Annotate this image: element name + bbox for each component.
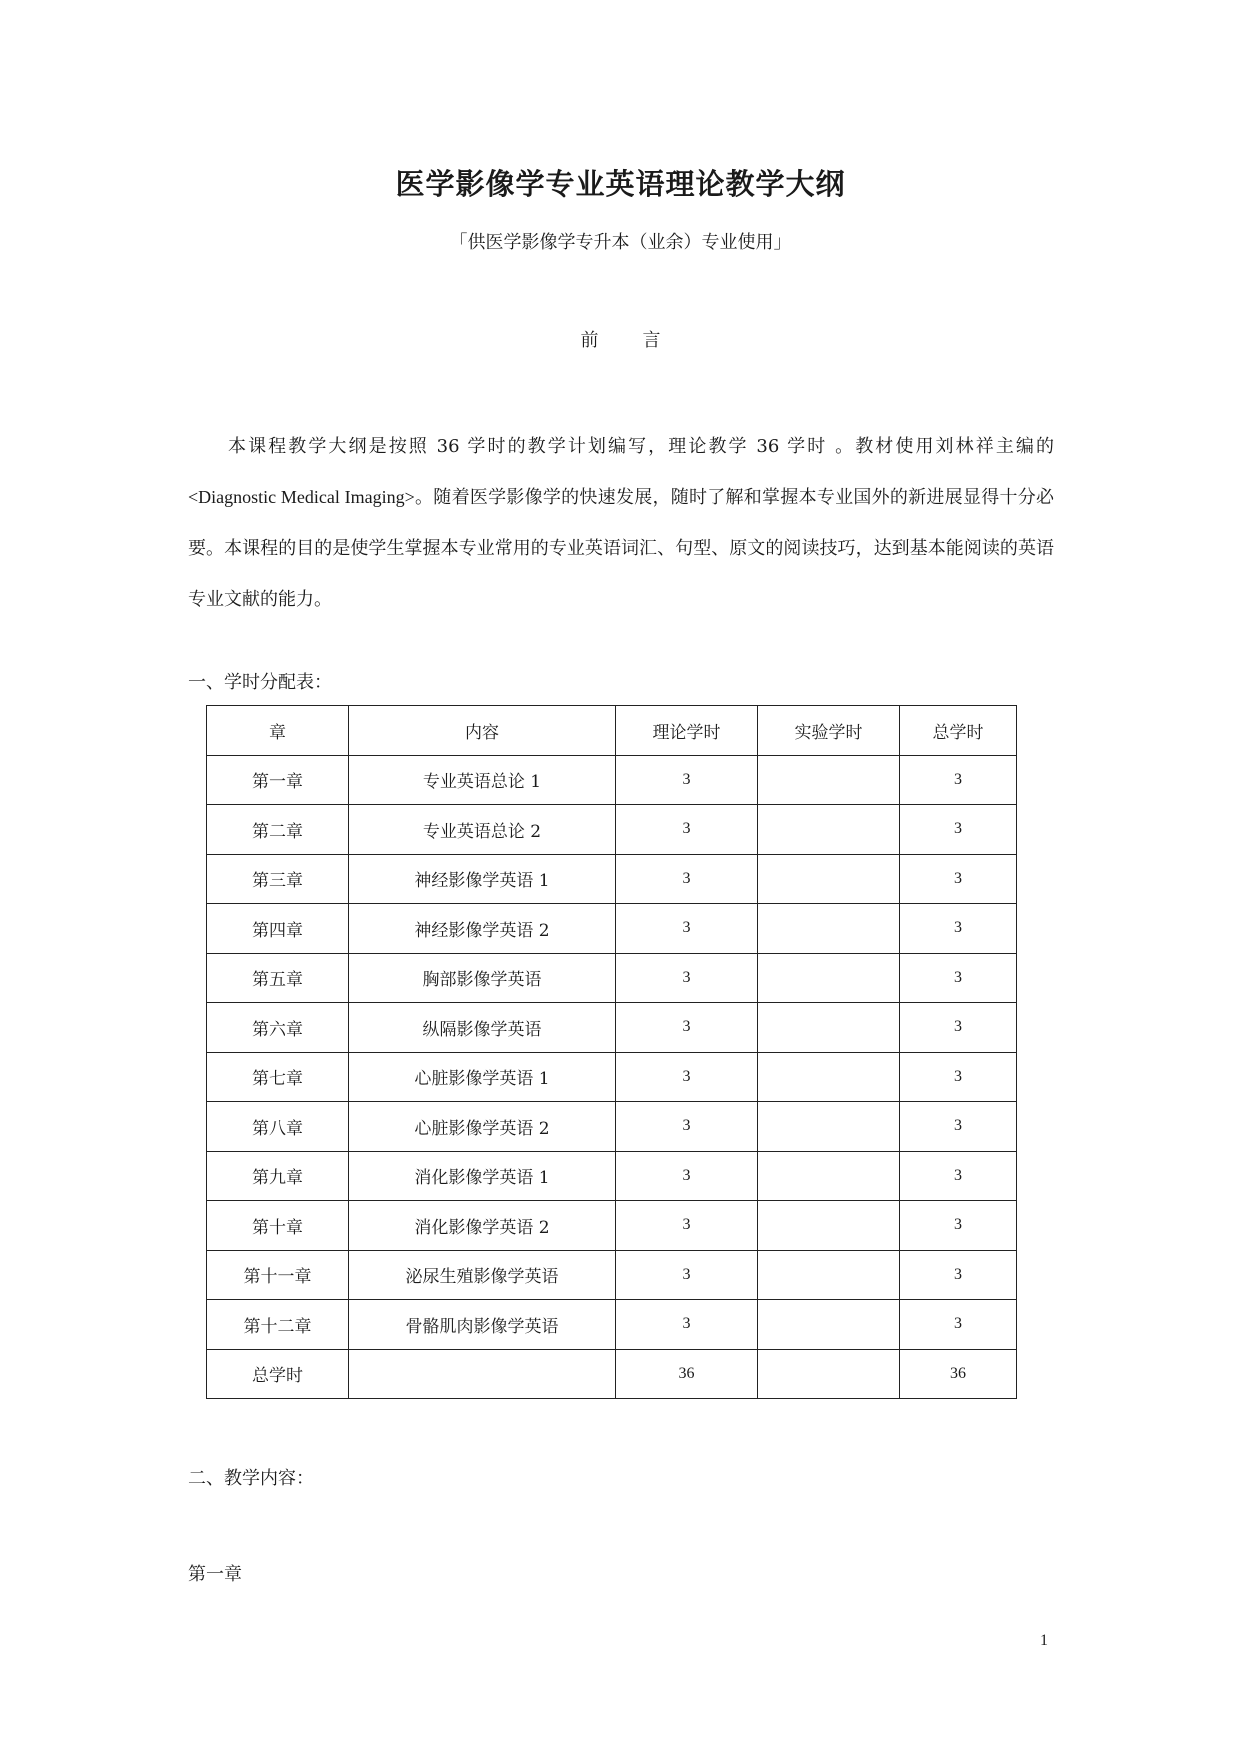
table-body: [207, 755, 1017, 1349]
row-chapter: 第十一章: [207, 1250, 349, 1300]
preface-heading: [0, 326, 1241, 352]
row-total-hours: 3: [900, 755, 1017, 805]
document-title: 医学影像学专业英语理论教学大纲: [395, 167, 846, 201]
row-total-hours: 3: [900, 1102, 1017, 1152]
row-total-hours: 3: [900, 1201, 1017, 1251]
document-subtitle: 「供医学影像学专升本（业余）专业使用」: [449, 232, 792, 253]
row-theory-hours: 3: [616, 1151, 758, 1201]
row-chapter: 第二章: [207, 805, 349, 855]
row-content: 胸部影像学英语: [349, 953, 616, 1003]
intro-paragraph-part-2: 。随着医学影像学的快速发展，随时了解和掌握本专业国外的新进展显得十分必要。本课程的目的是使学生掌握本专业常用的专业英语词汇、句型、原文的阅读技巧，达到基本能阅读的英语专业文献的能力。: [188, 487, 1055, 610]
row-lab-hours: [758, 1250, 900, 1300]
header-total-hours: 总学时: [900, 706, 1017, 756]
row-content: 消化影像学英语 2: [349, 1201, 616, 1251]
row-content: 神经影像学英语 2: [349, 904, 616, 954]
row-chapter: 第九章: [207, 1151, 349, 1201]
row-content: 骨骼肌肉影像学英语: [349, 1300, 616, 1350]
row-chapter: 第六章: [207, 1003, 349, 1053]
section-heading-hours-table: 一、学时分配表：: [188, 672, 332, 693]
row-theory-hours: 3: [616, 805, 758, 855]
table-row: [207, 1201, 1017, 1251]
row-total-hours: 3: [900, 904, 1017, 954]
total-total-hours: 36: [900, 1349, 1017, 1399]
row-theory-hours: 3: [616, 904, 758, 954]
row-chapter: 第五章: [207, 953, 349, 1003]
header-chapter: 章: [207, 706, 349, 756]
row-lab-hours: [758, 854, 900, 904]
row-theory-hours: 3: [616, 1052, 758, 1102]
row-theory-hours: 3: [616, 1003, 758, 1053]
row-chapter: 第八章: [207, 1102, 349, 1152]
intro-paragraph-part-1: 本课程教学大纲是按照 36 学时的教学计划编写，理论教学 36 学时 。教材使用刘林祥主编的: [228, 436, 1054, 457]
table-row: [207, 1300, 1017, 1350]
total-lab-hours: [758, 1349, 900, 1399]
table-row: [207, 904, 1017, 954]
row-lab-hours: [758, 805, 900, 855]
row-total-hours: 3: [900, 1250, 1017, 1300]
row-lab-hours: [758, 1151, 900, 1201]
row-total-hours: 3: [900, 1003, 1017, 1053]
total-content: [349, 1349, 616, 1399]
row-chapter: 第十章: [207, 1201, 349, 1251]
table-row: [207, 953, 1017, 1003]
row-content: 专业英语总论 1: [349, 755, 616, 805]
table-row: [207, 1102, 1017, 1152]
row-lab-hours: [758, 1201, 900, 1251]
page-number: 1: [1040, 1632, 1048, 1649]
row-total-hours: 3: [900, 805, 1017, 855]
row-theory-hours: 3: [616, 854, 758, 904]
row-lab-hours: [758, 755, 900, 805]
total-label: 总学时: [207, 1349, 349, 1399]
row-chapter: 第四章: [207, 904, 349, 954]
row-lab-hours: [758, 904, 900, 954]
row-chapter: 第一章: [207, 755, 349, 805]
row-chapter: 第三章: [207, 854, 349, 904]
header-theory-hours: 理论学时: [616, 706, 758, 756]
table-total-row: [207, 1349, 1017, 1399]
table-row: [207, 854, 1017, 904]
preface-heading-char-1: 前: [580, 330, 599, 351]
textbook-title: <Diagnostic Medical Imaging>: [188, 487, 415, 507]
row-lab-hours: [758, 1300, 900, 1350]
row-theory-hours: 3: [616, 1300, 758, 1350]
table-row: [207, 1250, 1017, 1300]
section-heading-teaching-content: 二、教学内容：: [188, 1468, 314, 1489]
row-total-hours: 3: [900, 1052, 1017, 1102]
row-total-hours: 3: [900, 854, 1017, 904]
row-theory-hours: 3: [616, 1201, 758, 1251]
header-lab-hours: 实验学时: [758, 706, 900, 756]
row-total-hours: 3: [900, 953, 1017, 1003]
row-lab-hours: [758, 953, 900, 1003]
row-lab-hours: [758, 1102, 900, 1152]
row-content: 心脏影像学英语 2: [349, 1102, 616, 1152]
row-theory-hours: 3: [616, 1102, 758, 1152]
table-header-row: [207, 706, 1017, 756]
row-lab-hours: [758, 1052, 900, 1102]
row-content: 心脏影像学英语 1: [349, 1052, 616, 1102]
row-theory-hours: 3: [616, 755, 758, 805]
table-row: [207, 1151, 1017, 1201]
table-row: [207, 805, 1017, 855]
row-content: 神经影像学英语 1: [349, 854, 616, 904]
header-content: 内容: [349, 706, 616, 756]
row-content: 专业英语总论 2: [349, 805, 616, 855]
table-row: [207, 755, 1017, 805]
row-content: 消化影像学英语 1: [349, 1151, 616, 1201]
table-row: [207, 1052, 1017, 1102]
row-content: 泌尿生殖影像学英语: [349, 1250, 616, 1300]
intro-paragraph: [188, 421, 1054, 625]
row-total-hours: 3: [900, 1300, 1017, 1350]
table-row: [207, 1003, 1017, 1053]
chapter-1-heading: 第一章: [188, 1564, 242, 1585]
row-lab-hours: [758, 1003, 900, 1053]
row-theory-hours: 3: [616, 953, 758, 1003]
row-chapter: 第十二章: [207, 1300, 349, 1350]
row-theory-hours: 3: [616, 1250, 758, 1300]
preface-heading-char-2: 言: [642, 330, 661, 351]
row-content: 纵隔影像学英语: [349, 1003, 616, 1053]
hours-allocation-table: [206, 705, 1017, 1399]
row-total-hours: 3: [900, 1151, 1017, 1201]
total-theory-hours: 36: [616, 1349, 758, 1399]
row-chapter: 第七章: [207, 1052, 349, 1102]
